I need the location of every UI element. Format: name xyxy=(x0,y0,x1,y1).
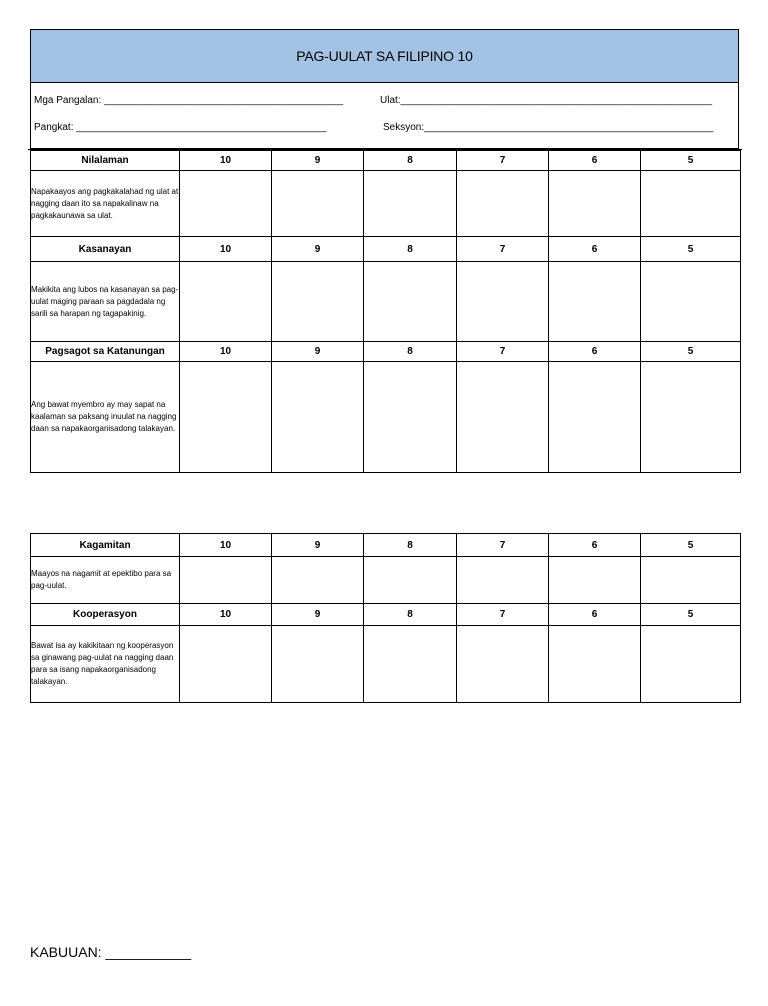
score-9: 9 xyxy=(272,237,364,262)
criterion-description: Maayos na nagamit at epektibo para sa pag-uulat. xyxy=(31,557,180,604)
score-cell[interactable] xyxy=(364,362,457,473)
score-10: 10 xyxy=(180,604,272,626)
score-cell[interactable] xyxy=(549,557,641,604)
score-cell[interactable] xyxy=(641,626,741,703)
criterion-label: Kooperasyon xyxy=(31,604,180,626)
score-cell[interactable] xyxy=(180,362,272,473)
score-9: 9 xyxy=(272,151,364,171)
score-cell[interactable] xyxy=(364,626,457,703)
page-title: PAG-UULAT SA FILIPINO 10 xyxy=(31,30,738,83)
criterion-description-row xyxy=(31,362,741,473)
criterion-description: Napakaayos ang pagkakalahad ng ulat at nagging daan ito sa napakalinaw na pagkakaunawa sa ulat. xyxy=(31,171,180,237)
score-8: 8 xyxy=(364,604,457,626)
score-cell[interactable] xyxy=(364,557,457,604)
score-7: 7 xyxy=(457,342,549,362)
score-cell[interactable] xyxy=(457,362,549,473)
score-6: 6 xyxy=(549,604,641,626)
criterion-header-row xyxy=(31,604,741,626)
score-5: 5 xyxy=(641,151,741,171)
score-cell[interactable] xyxy=(180,557,272,604)
score-cell[interactable] xyxy=(641,262,741,342)
criterion-description-row xyxy=(31,626,741,703)
names-field[interactable]: Mga Pangalan: ___________________________________________ xyxy=(34,95,344,106)
criterion-header-row xyxy=(31,534,741,557)
criterion-description: Ang bawat myembro ay may sapat na kaalaman sa paksang inuulat na nagging daan sa napakaorganisadong talakayan. xyxy=(31,362,180,473)
score-8: 8 xyxy=(364,342,457,362)
section-field[interactable]: Seksyon:____________________________________________________ xyxy=(383,122,714,133)
score-cell[interactable] xyxy=(272,362,364,473)
score-cell[interactable] xyxy=(549,362,641,473)
criterion-header-row xyxy=(31,342,741,362)
score-cell[interactable] xyxy=(272,171,364,237)
score-6: 6 xyxy=(549,342,641,362)
score-8: 8 xyxy=(364,151,457,171)
score-cell[interactable] xyxy=(549,626,641,703)
score-cell[interactable] xyxy=(641,557,741,604)
group-field[interactable]: Pangkat: _____________________________________________ xyxy=(34,122,327,133)
score-cell[interactable] xyxy=(549,171,641,237)
score-cell[interactable] xyxy=(180,626,272,703)
score-7: 7 xyxy=(457,534,549,557)
criterion-description: Bawat isa ay kakikitaan ng kooperasyon sa ginawang pag-uulat na nagging daan para sa isang napakaorganisadong talakayan. xyxy=(31,626,180,703)
score-cell[interactable] xyxy=(272,557,364,604)
score-cell[interactable] xyxy=(272,626,364,703)
score-cell[interactable] xyxy=(457,626,549,703)
score-cell[interactable] xyxy=(272,262,364,342)
score-10: 10 xyxy=(180,151,272,171)
score-cell[interactable] xyxy=(180,171,272,237)
score-cell[interactable] xyxy=(457,557,549,604)
score-cell[interactable] xyxy=(641,171,741,237)
score-8: 8 xyxy=(364,534,457,557)
score-6: 6 xyxy=(549,237,641,262)
criterion-description-row xyxy=(31,557,741,604)
score-10: 10 xyxy=(180,237,272,262)
score-cell[interactable] xyxy=(641,362,741,473)
criterion-label: Kasanayan xyxy=(31,237,180,262)
criterion-description-row xyxy=(31,262,741,342)
score-6: 6 xyxy=(549,534,641,557)
score-6: 6 xyxy=(549,151,641,171)
rubric-table-top xyxy=(30,150,741,473)
score-cell[interactable] xyxy=(457,171,549,237)
criterion-description-row xyxy=(31,171,741,237)
score-5: 5 xyxy=(641,534,741,557)
score-5: 5 xyxy=(641,237,741,262)
score-5: 5 xyxy=(641,604,741,626)
criterion-description: Makikita ang lubos na kasanayan sa pag-uulat maging paraan sa pagdadala ng sarili sa harapan ng tagapakinig. xyxy=(31,262,180,342)
score-9: 9 xyxy=(272,604,364,626)
score-cell[interactable] xyxy=(364,171,457,237)
criterion-label: Pagsagot sa Katanungan xyxy=(31,342,180,362)
topic-field[interactable]: Ulat:________________________________________________________ xyxy=(380,95,713,106)
score-9: 9 xyxy=(272,342,364,362)
criterion-header-row xyxy=(31,151,741,171)
score-10: 10 xyxy=(180,534,272,557)
score-7: 7 xyxy=(457,151,549,171)
score-9: 9 xyxy=(272,534,364,557)
score-cell[interactable] xyxy=(364,262,457,342)
criterion-label: Nilalaman xyxy=(31,151,180,171)
score-10: 10 xyxy=(180,342,272,362)
score-cell[interactable] xyxy=(549,262,641,342)
total-field[interactable]: KABUUAN: ___________ xyxy=(30,944,192,960)
score-cell[interactable] xyxy=(180,262,272,342)
criterion-label: Kagamitan xyxy=(31,534,180,557)
criterion-header-row xyxy=(31,237,741,262)
score-cell[interactable] xyxy=(457,262,549,342)
score-5: 5 xyxy=(641,342,741,362)
rubric-table-bottom xyxy=(30,533,741,703)
score-7: 7 xyxy=(457,237,549,262)
score-8: 8 xyxy=(364,237,457,262)
score-7: 7 xyxy=(457,604,549,626)
